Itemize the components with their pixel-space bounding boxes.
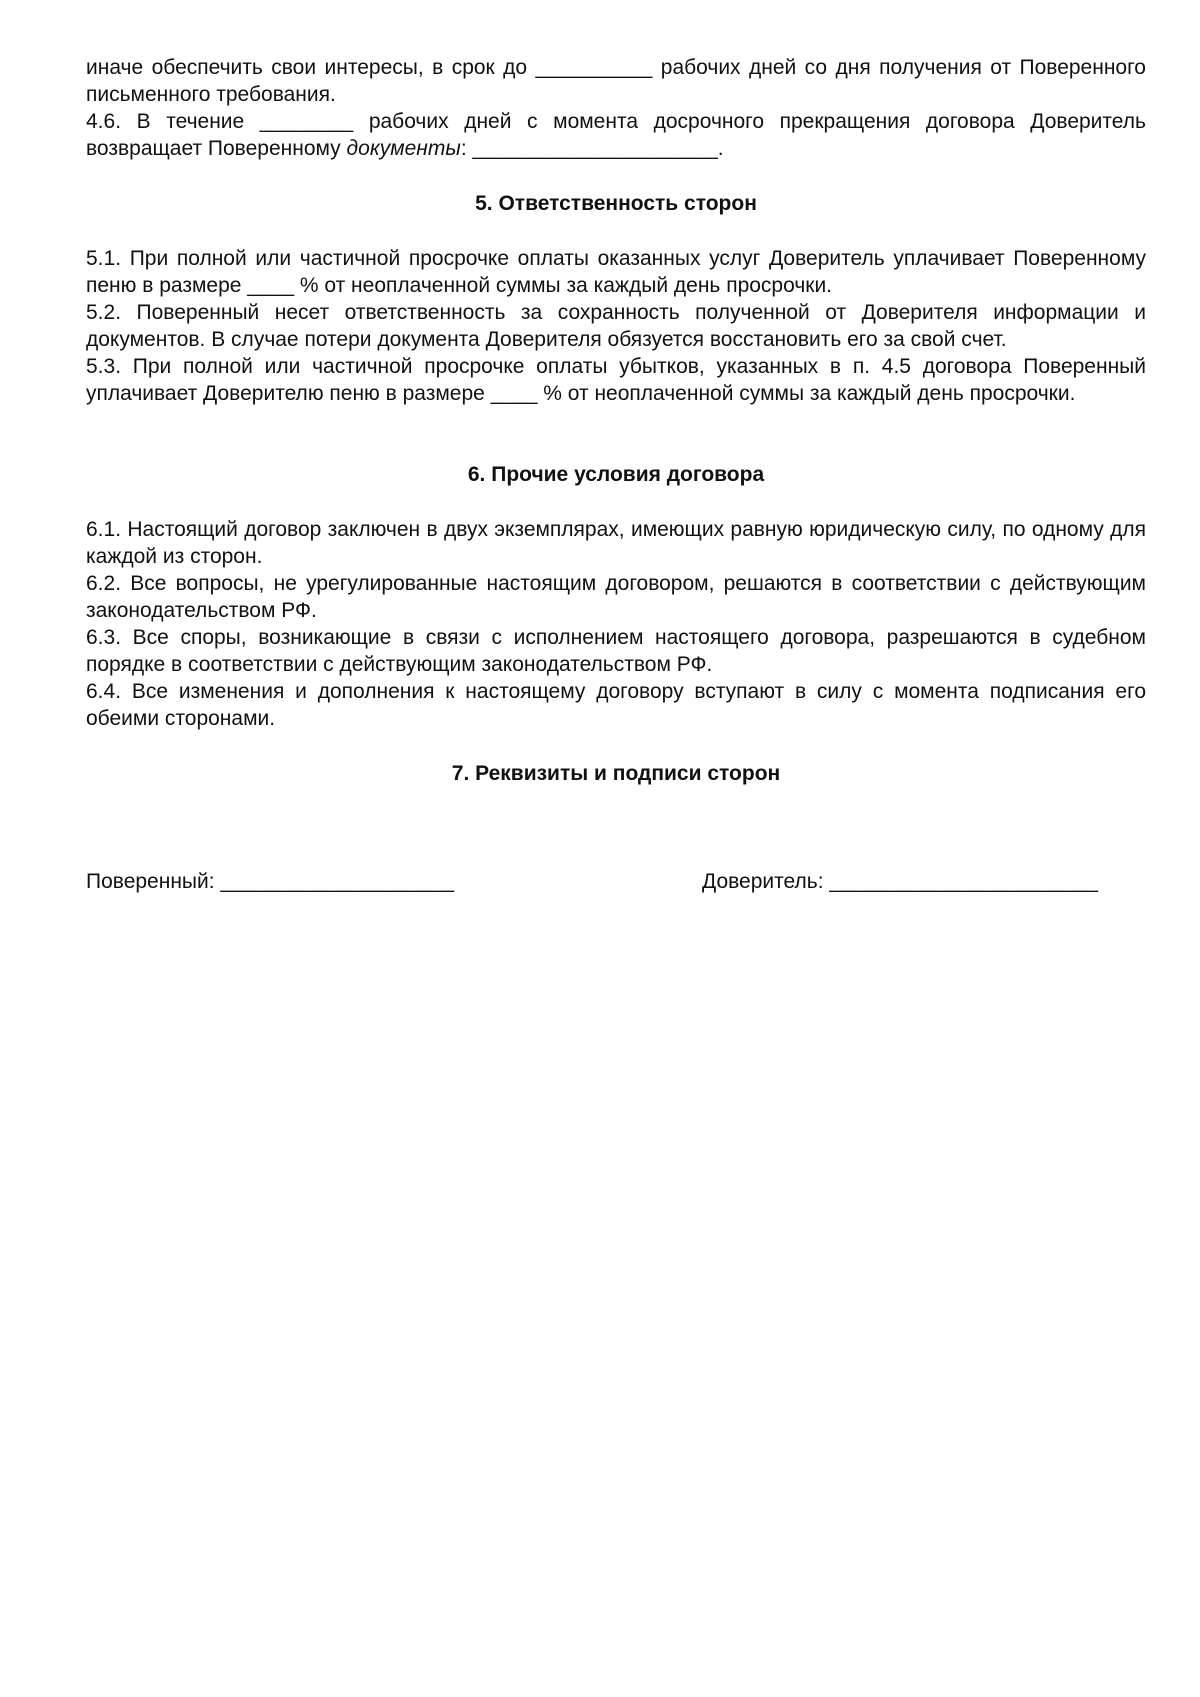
clause-6-3: 6.3. Все споры, возникающие в связи с исполнением настоящего договора, разрешаются в судебном порядке в соответствии с действующим законодательством РФ. — [86, 626, 1146, 676]
clause-5-1-blank: ____ — [247, 274, 295, 297]
attorney-label: Поверенный: — [86, 870, 215, 893]
clause-5-3-text-b: % от неоплаченной суммы за каждый день просрочки. — [543, 382, 1076, 405]
section-7-title: 7. Реквизиты и подписи сторон — [451, 762, 781, 785]
clause-4-6-documents-word: документы — [346, 137, 461, 160]
principal-label: Доверитель: — [702, 870, 824, 893]
clause-5-1-text-b: % от неоплаченной суммы за каждый день просрочки. — [299, 274, 833, 297]
clause-6-1: 6.1. Настоящий договор заключен в двух экземплярах, имеющих равную юридическую силу, по одному для каждой из сторон. — [86, 518, 1146, 568]
clause-4-6-colon: : — [460, 137, 467, 160]
clause-5-1-text-a: 5.1. При полной или частичной просрочке оплаты оказанных услуг Доверитель уплачивает Поверенному пеню в размере — [86, 247, 1146, 297]
clause-5-3 — [86, 353, 1146, 407]
clause-4-5-text-b: рабочих дней со дня получения от Поверенного письменного требования. — [86, 56, 1146, 106]
clause-4-6-period: . — [717, 137, 724, 160]
attorney-signature-line: ____________________ — [220, 870, 455, 893]
clause-4-6-text-b: рабочих дней с момента досрочного прекращения договора Доверитель возвращает Поверенному — [86, 110, 1146, 160]
section-5-title: 5. Ответственность сторон — [475, 192, 757, 215]
clause-5-3-text-a: 5.3. При полной или частичной просрочке оплаты убытков, указанных в п. 4.5 договора Поверенный уплачивает Доверителю пеню в размере — [86, 355, 1146, 405]
section-6-title: 6. Прочие условия договора — [467, 463, 765, 486]
clause-4-5-blank: __________ — [535, 56, 653, 79]
clause-4-5-text-a: иначе обеспечить свои интересы, в срок до — [86, 56, 528, 79]
clause-6-4: 6.4. Все изменения и дополнения к настоящему договору вступают в силу с момента подписания его обеими сторонами. — [86, 680, 1146, 730]
clause-5-2: 5.2. Поверенный несет ответственность за сохранность полученной от Доверителя информации и документов. В случае потери документа Доверителя обязуется восстановить его за свой счет. — [86, 301, 1146, 351]
signature-block — [86, 868, 1146, 895]
principal-signature-line: _______________________ — [829, 870, 1099, 893]
clause-4-5-continuation — [86, 54, 1146, 108]
document-page — [86, 54, 1146, 895]
principal-signature — [702, 868, 1098, 895]
clause-4-6-blank-days: ________ — [259, 110, 354, 133]
clause-4-6-text-a: 4.6. В течение — [86, 110, 245, 133]
clause-4-6-blank-documents: _____________________ — [472, 137, 718, 160]
clause-5-1 — [86, 245, 1146, 299]
clause-6-2: 6.2. Все вопросы, не урегулированные настоящим договором, решаются в соответствии с действующим законодательством РФ. — [86, 572, 1146, 622]
attorney-signature — [86, 868, 454, 895]
clause-4-6 — [86, 108, 1146, 162]
clause-5-3-blank: ____ — [490, 382, 538, 405]
